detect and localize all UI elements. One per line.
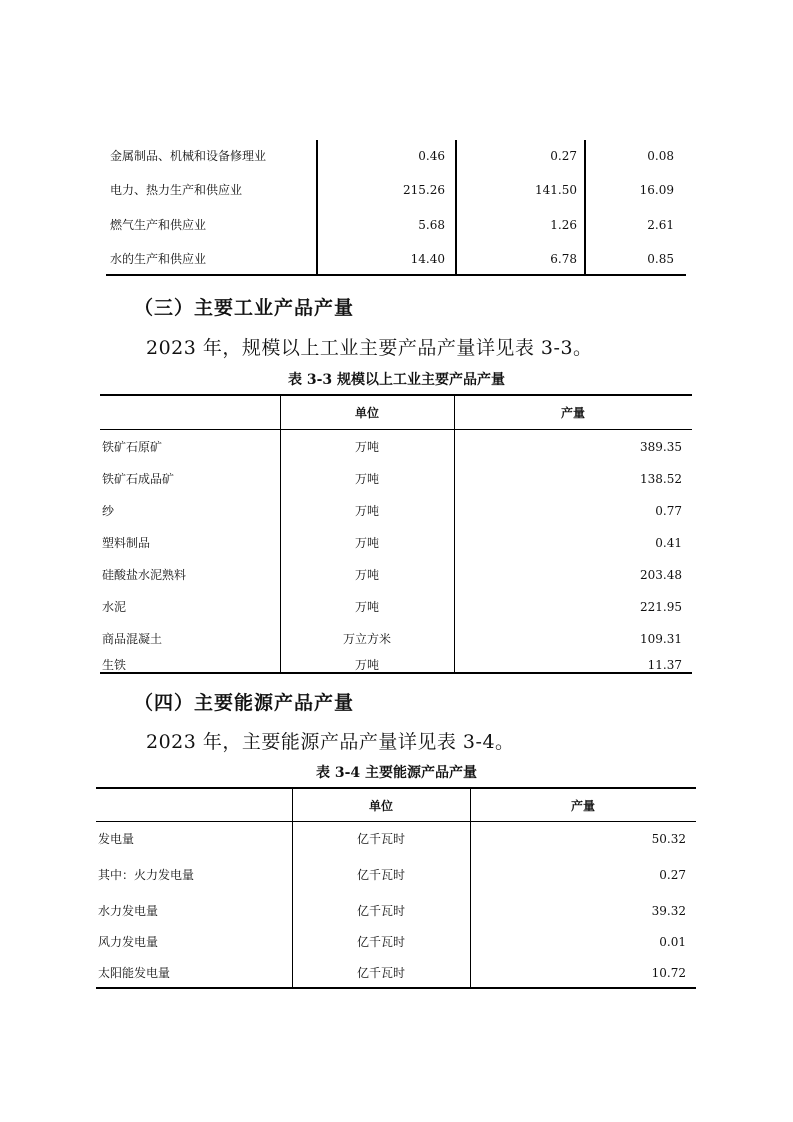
value-cell: 215.26 xyxy=(403,183,445,197)
unit-cell: 万吨 xyxy=(354,568,379,582)
table-top-rule xyxy=(96,787,696,789)
energy-name: 水力发电量 xyxy=(98,904,159,918)
table-header-rule xyxy=(96,821,696,822)
table-caption: 表 3-3 规模以上工业主要产品产量 xyxy=(287,372,506,388)
unit-cell: 亿千瓦时 xyxy=(356,904,405,918)
value-cell: 6.78 xyxy=(550,252,577,266)
value-cell: 0.85 xyxy=(647,252,674,266)
value-cell: 389.35 xyxy=(640,440,682,454)
value-cell: 50.32 xyxy=(651,832,686,846)
table-bottom-rule xyxy=(106,274,686,276)
value-cell: 203.48 xyxy=(640,568,682,582)
energy-name: 发电量 xyxy=(98,832,135,846)
product-name: 硅酸盐水泥熟料 xyxy=(102,568,187,582)
table-row xyxy=(100,502,692,520)
table-row xyxy=(96,964,696,982)
table-top-rule xyxy=(100,394,692,396)
energy-name: 其中：火力发电量 xyxy=(98,868,195,882)
table-row xyxy=(100,598,692,616)
energy-name: 太阳能发电量 xyxy=(98,966,171,980)
unit-cell: 万吨 xyxy=(354,658,379,672)
table-bottom-rule xyxy=(100,672,692,674)
table-caption: 表 3-4 主要能源产品产量 xyxy=(315,765,478,781)
product-name: 生铁 xyxy=(102,658,127,672)
section-paragraph: 2023 年，规模以上工业主要产品产量详见表 3-3。 xyxy=(146,337,593,359)
unit-cell: 亿千瓦时 xyxy=(356,868,405,882)
unit-cell: 万立方米 xyxy=(342,632,391,646)
unit-cell: 亿千瓦时 xyxy=(356,966,405,980)
value-cell: 138.52 xyxy=(640,472,682,486)
table-row xyxy=(100,534,692,552)
value-cell: 0.46 xyxy=(418,149,445,163)
value-cell: 11.37 xyxy=(647,658,682,672)
unit-cell: 万吨 xyxy=(354,536,379,550)
value-cell: 39.32 xyxy=(651,904,686,918)
energy-name: 风力发电量 xyxy=(98,935,159,949)
section-paragraph: 2023 年，主要能源产品产量详见表 3-4。 xyxy=(146,731,515,753)
value-cell: 0.08 xyxy=(647,149,674,163)
product-name: 纱 xyxy=(102,504,115,518)
table-header-rule xyxy=(100,429,692,430)
product-name: 铁矿石成品矿 xyxy=(102,472,175,486)
value-cell: 10.72 xyxy=(651,966,686,980)
unit-cell: 亿千瓦时 xyxy=(356,832,405,846)
value-cell: 0.41 xyxy=(655,536,682,550)
table-row xyxy=(100,566,692,584)
section-heading: （四）主要能源产品产量 xyxy=(134,692,355,714)
value-cell: 0.27 xyxy=(550,149,577,163)
column-header-value: 产量 xyxy=(560,406,585,420)
column-header-unit: 单位 xyxy=(368,799,393,813)
industry-name: 电力、热力生产和供应业 xyxy=(110,183,243,197)
value-cell: 109.31 xyxy=(640,632,682,646)
industry-name: 燃气生产和供应业 xyxy=(110,218,207,232)
unit-cell: 万吨 xyxy=(354,600,379,614)
table-row xyxy=(100,438,692,456)
section-heading: （三）主要工业产品产量 xyxy=(134,297,355,319)
unit-cell: 万吨 xyxy=(354,472,379,486)
column-divider xyxy=(292,787,293,989)
table-bottom-rule xyxy=(96,987,696,989)
column-divider xyxy=(470,787,471,989)
table-row xyxy=(106,146,686,166)
table-row xyxy=(96,933,696,951)
value-cell: 1.26 xyxy=(550,218,577,232)
industry-name: 水的生产和供应业 xyxy=(110,252,207,266)
unit-cell: 万吨 xyxy=(354,504,379,518)
table-row xyxy=(96,902,696,920)
value-cell: 0.27 xyxy=(659,868,686,882)
table-row xyxy=(106,249,686,269)
column-header-unit: 单位 xyxy=(354,406,379,420)
table-row xyxy=(96,866,696,884)
table-row xyxy=(100,470,692,488)
product-name: 塑料制品 xyxy=(102,536,151,550)
table-row xyxy=(106,215,686,235)
industrial-products-table xyxy=(100,394,692,674)
energy-products-table xyxy=(96,787,696,989)
unit-cell: 亿千瓦时 xyxy=(356,935,405,949)
column-header-value: 产量 xyxy=(570,799,595,813)
value-cell: 0.77 xyxy=(655,504,682,518)
product-name: 铁矿石原矿 xyxy=(102,440,163,454)
industry-table-continued xyxy=(106,140,686,276)
value-cell: 221.95 xyxy=(640,600,682,614)
value-cell: 0.01 xyxy=(659,935,686,949)
product-name: 水泥 xyxy=(102,600,127,614)
table-row xyxy=(106,180,686,200)
value-cell: 5.68 xyxy=(418,218,445,232)
table-row xyxy=(96,830,696,848)
product-name: 商品混凝土 xyxy=(102,632,163,646)
value-cell: 2.61 xyxy=(647,218,674,232)
value-cell: 14.40 xyxy=(410,252,445,266)
table-row xyxy=(100,630,692,648)
industry-name: 金属制品、机械和设备修理业 xyxy=(110,149,267,163)
unit-cell: 万吨 xyxy=(354,440,379,454)
value-cell: 16.09 xyxy=(639,183,674,197)
value-cell: 141.50 xyxy=(535,183,577,197)
